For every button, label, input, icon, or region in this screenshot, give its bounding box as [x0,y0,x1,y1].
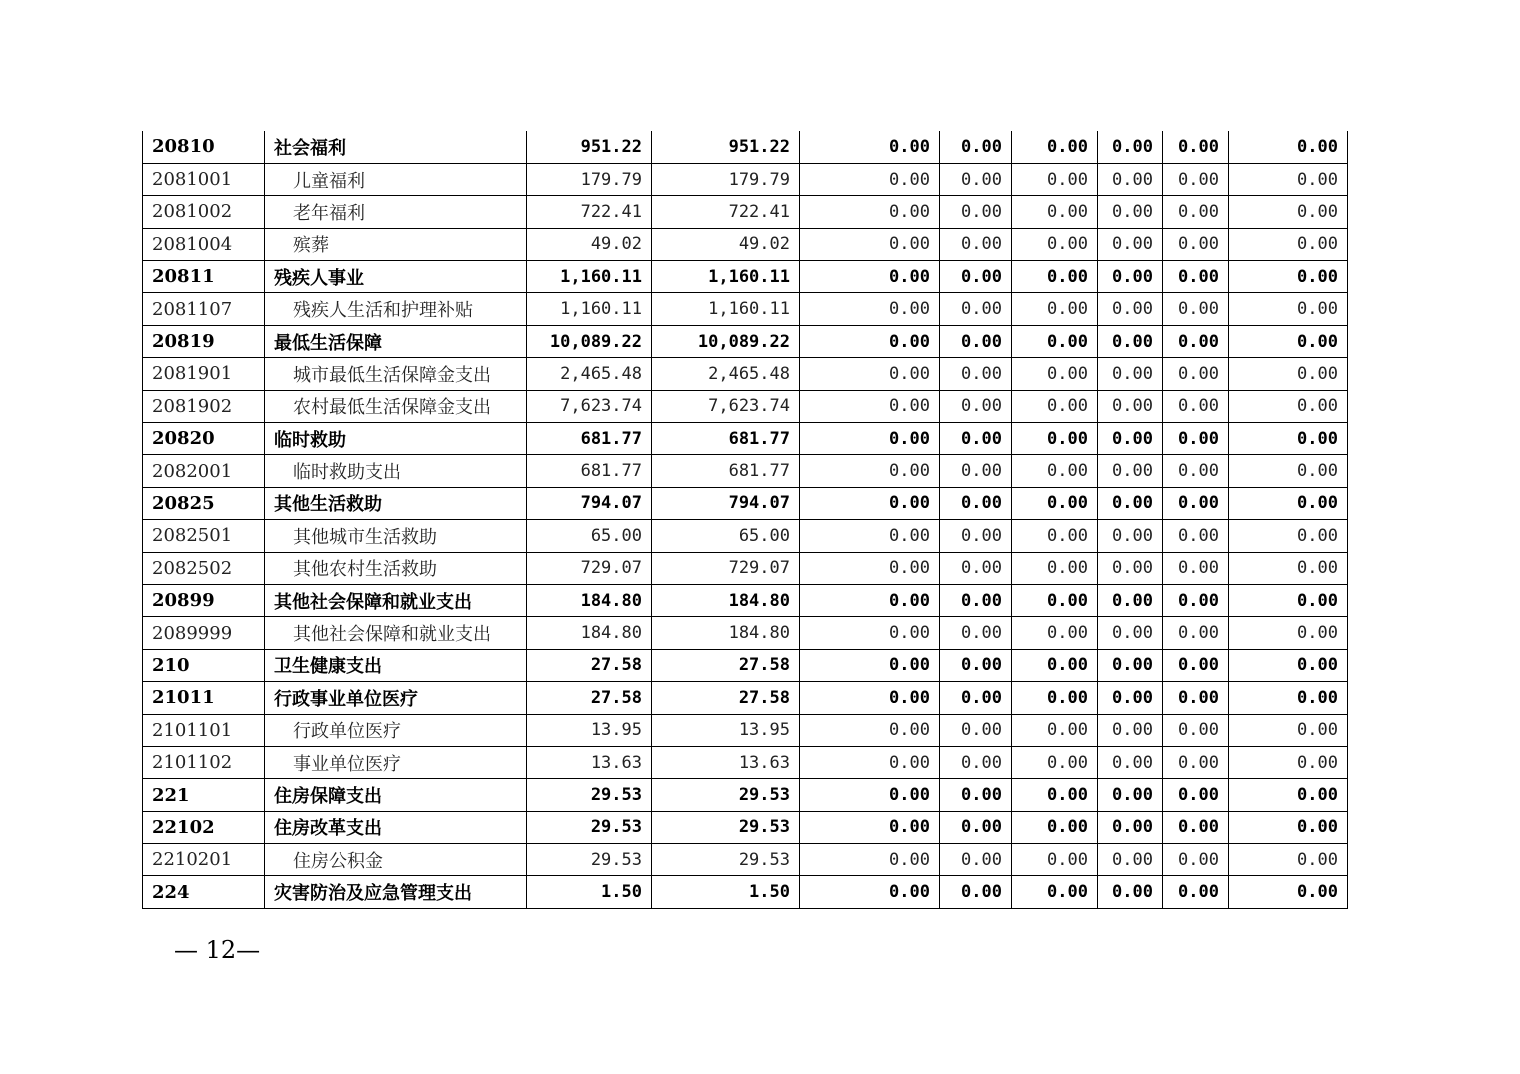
cell-value: 0.00 [1163,196,1229,228]
cell-value: 1.50 [527,876,652,908]
table-row [143,196,1348,228]
cell-code: 2082502 [143,552,265,584]
cell-value: 0.00 [1098,293,1163,325]
cell-value: 29.53 [652,779,800,811]
cell-value: 1,160.11 [652,293,800,325]
cell-value: 184.80 [652,584,800,616]
cell-value: 0.00 [1163,228,1229,260]
cell-name: 临时救助支出 [265,455,527,487]
cell-code: 224 [143,876,265,908]
cell-code: 20810 [143,131,265,163]
cell-name: 住房保障支出 [265,779,527,811]
cell-code: 2081902 [143,390,265,422]
cell-value: 0.00 [1012,584,1098,616]
cell-value: 29.53 [652,844,800,876]
cell-code: 21011 [143,682,265,714]
cell-code: 221 [143,779,265,811]
cell-value: 0.00 [1163,682,1229,714]
page-number: — 12— [174,936,261,964]
cell-value: 0.00 [1098,876,1163,908]
cell-name: 其他城市生活救助 [265,520,527,552]
cell-value: 0.00 [1229,649,1348,681]
cell-value: 0.00 [1229,746,1348,778]
cell-value: 0.00 [800,228,940,260]
cell-value: 0.00 [940,844,1012,876]
cell-value: 27.58 [527,682,652,714]
cell-value: 184.80 [527,617,652,649]
cell-name: 卫生健康支出 [265,649,527,681]
cell-value: 0.00 [1098,325,1163,357]
cell-value: 0.00 [800,196,940,228]
cell-value: 0.00 [1098,584,1163,616]
cell-code: 2081901 [143,358,265,390]
cell-value: 0.00 [800,552,940,584]
cell-name: 其他生活救助 [265,487,527,519]
cell-value: 13.95 [527,714,652,746]
cell-value: 0.00 [1163,584,1229,616]
cell-code: 2081004 [143,228,265,260]
cell-code: 210 [143,649,265,681]
table-row [143,714,1348,746]
cell-code: 2081002 [143,196,265,228]
cell-value: 0.00 [1229,487,1348,519]
cell-value: 0.00 [1012,844,1098,876]
cell-value: 0.00 [1098,811,1163,843]
cell-value: 0.00 [940,487,1012,519]
cell-value: 0.00 [1229,520,1348,552]
cell-value: 0.00 [940,682,1012,714]
cell-code: 20899 [143,584,265,616]
cell-value: 0.00 [1012,196,1098,228]
cell-value: 1,160.11 [527,261,652,293]
cell-value: 0.00 [1229,163,1348,195]
cell-value: 681.77 [652,455,800,487]
cell-value: 0.00 [800,261,940,293]
cell-name: 残疾人事业 [265,261,527,293]
cell-value: 0.00 [940,617,1012,649]
cell-value: 0.00 [1229,779,1348,811]
cell-value: 0.00 [1012,228,1098,260]
cell-code: 2101102 [143,746,265,778]
cell-value: 0.00 [1163,779,1229,811]
table-row [143,163,1348,195]
cell-value: 0.00 [1229,196,1348,228]
cell-value: 0.00 [1229,390,1348,422]
cell-value: 0.00 [940,358,1012,390]
cell-value: 0.00 [1229,261,1348,293]
cell-value: 0.00 [1163,844,1229,876]
table-row [143,325,1348,357]
cell-value: 0.00 [1163,811,1229,843]
cell-value: 0.00 [1098,520,1163,552]
cell-name: 残疾人生活和护理补贴 [265,293,527,325]
cell-value: 0.00 [1098,844,1163,876]
cell-value: 49.02 [652,228,800,260]
cell-value: 1.50 [652,876,800,908]
table-row [143,649,1348,681]
cell-value: 0.00 [1098,131,1163,163]
cell-value: 722.41 [652,196,800,228]
cell-code: 20820 [143,423,265,455]
cell-name: 住房改革支出 [265,811,527,843]
cell-value: 0.00 [1012,423,1098,455]
cell-value: 0.00 [800,682,940,714]
cell-value: 0.00 [1163,163,1229,195]
cell-value: 0.00 [1229,293,1348,325]
cell-value: 0.00 [1098,746,1163,778]
cell-value: 49.02 [527,228,652,260]
cell-value: 0.00 [1229,455,1348,487]
cell-value: 27.58 [527,649,652,681]
cell-value: 0.00 [1163,423,1229,455]
cell-value: 13.95 [652,714,800,746]
cell-value: 10,089.22 [527,325,652,357]
cell-value: 0.00 [1098,455,1163,487]
table-row [143,779,1348,811]
cell-value: 0.00 [1012,455,1098,487]
cell-value: 794.07 [652,487,800,519]
cell-value: 65.00 [527,520,652,552]
table-row [143,423,1348,455]
cell-value: 0.00 [1229,811,1348,843]
table-row [143,520,1348,552]
cell-value: 0.00 [940,131,1012,163]
cell-value: 951.22 [652,131,800,163]
cell-value: 29.53 [527,779,652,811]
cell-value: 0.00 [1012,520,1098,552]
table-row [143,390,1348,422]
cell-value: 0.00 [1163,714,1229,746]
cell-value: 0.00 [1098,163,1163,195]
table-row [143,131,1348,163]
cell-value: 0.00 [1163,390,1229,422]
table-row [143,682,1348,714]
cell-code: 2081001 [143,163,265,195]
cell-value: 0.00 [940,293,1012,325]
cell-value: 0.00 [1163,520,1229,552]
budget-table [142,131,1348,909]
cell-value: 29.53 [652,811,800,843]
cell-value: 0.00 [800,844,940,876]
cell-value: 65.00 [652,520,800,552]
cell-value: 0.00 [940,584,1012,616]
cell-value: 0.00 [1012,131,1098,163]
cell-name: 最低生活保障 [265,325,527,357]
cell-value: 13.63 [652,746,800,778]
table-row [143,455,1348,487]
cell-value: 794.07 [527,487,652,519]
cell-value: 0.00 [1163,358,1229,390]
cell-code: 2101101 [143,714,265,746]
cell-value: 0.00 [1012,358,1098,390]
cell-value: 0.00 [800,358,940,390]
cell-value: 681.77 [527,455,652,487]
cell-value: 0.00 [1098,714,1163,746]
cell-value: 0.00 [940,163,1012,195]
cell-value: 0.00 [800,163,940,195]
cell-value: 0.00 [940,649,1012,681]
cell-code: 20825 [143,487,265,519]
cell-value: 0.00 [1012,714,1098,746]
cell-value: 0.00 [1229,228,1348,260]
cell-value: 0.00 [940,876,1012,908]
cell-value: 0.00 [1229,617,1348,649]
table-row [143,228,1348,260]
cell-value: 184.80 [527,584,652,616]
cell-value: 29.53 [527,811,652,843]
cell-value: 0.00 [940,261,1012,293]
cell-value: 0.00 [800,811,940,843]
cell-value: 0.00 [1229,423,1348,455]
cell-value: 0.00 [1163,876,1229,908]
cell-name: 社会福利 [265,131,527,163]
table-row [143,261,1348,293]
cell-value: 0.00 [940,746,1012,778]
cell-value: 0.00 [800,423,940,455]
cell-value: 1,160.11 [652,261,800,293]
cell-value: 0.00 [1229,876,1348,908]
cell-value: 0.00 [800,746,940,778]
cell-value: 179.79 [652,163,800,195]
cell-value: 681.77 [652,423,800,455]
table-row [143,811,1348,843]
cell-name: 临时救助 [265,423,527,455]
cell-value: 0.00 [1098,552,1163,584]
cell-name: 住房公积金 [265,844,527,876]
cell-value: 0.00 [1098,487,1163,519]
cell-value: 0.00 [800,390,940,422]
cell-value: 0.00 [940,423,1012,455]
cell-value: 0.00 [940,520,1012,552]
cell-name: 老年福利 [265,196,527,228]
cell-value: 10,089.22 [652,325,800,357]
cell-value: 1,160.11 [527,293,652,325]
cell-value: 0.00 [800,487,940,519]
cell-value: 0.00 [1012,325,1098,357]
cell-value: 0.00 [1229,325,1348,357]
cell-value: 0.00 [1098,682,1163,714]
cell-value: 0.00 [1098,779,1163,811]
cell-value: 179.79 [527,163,652,195]
cell-value: 0.00 [1229,682,1348,714]
table-row [143,876,1348,908]
cell-value: 0.00 [1163,552,1229,584]
cell-value: 0.00 [1163,325,1229,357]
cell-value: 0.00 [1098,423,1163,455]
cell-value: 29.53 [527,844,652,876]
cell-value: 27.58 [652,649,800,681]
cell-value: 0.00 [1229,358,1348,390]
cell-value: 0.00 [1012,779,1098,811]
cell-value: 0.00 [940,196,1012,228]
cell-value: 7,623.74 [652,390,800,422]
cell-value: 0.00 [1163,455,1229,487]
cell-code: 20811 [143,261,265,293]
cell-value: 2,465.48 [527,358,652,390]
cell-value: 0.00 [1012,746,1098,778]
cell-value: 0.00 [800,779,940,811]
cell-value: 0.00 [940,325,1012,357]
cell-value: 0.00 [1012,876,1098,908]
cell-value: 0.00 [1012,649,1098,681]
cell-value: 722.41 [527,196,652,228]
cell-value: 0.00 [1098,649,1163,681]
cell-value: 0.00 [1012,487,1098,519]
cell-name: 灾害防治及应急管理支出 [265,876,527,908]
cell-value: 2,465.48 [652,358,800,390]
table-row [143,584,1348,616]
table-row [143,358,1348,390]
table-body [143,131,1348,908]
cell-value: 0.00 [940,390,1012,422]
table-row [143,617,1348,649]
cell-value: 0.00 [1229,844,1348,876]
cell-value: 0.00 [1163,293,1229,325]
cell-value: 7,623.74 [527,390,652,422]
cell-value: 0.00 [800,876,940,908]
cell-code: 20819 [143,325,265,357]
cell-value: 0.00 [1098,358,1163,390]
cell-code: 2082001 [143,455,265,487]
cell-value: 0.00 [1229,584,1348,616]
cell-value: 0.00 [1012,682,1098,714]
cell-value: 0.00 [1163,261,1229,293]
cell-value: 951.22 [527,131,652,163]
cell-code: 2081107 [143,293,265,325]
cell-value: 0.00 [800,325,940,357]
cell-value: 0.00 [940,455,1012,487]
cell-value: 0.00 [1163,746,1229,778]
table-row [143,746,1348,778]
cell-value: 0.00 [1229,131,1348,163]
cell-value: 0.00 [1163,131,1229,163]
cell-code: 22102 [143,811,265,843]
cell-value: 0.00 [800,131,940,163]
cell-value: 729.07 [527,552,652,584]
cell-value: 0.00 [1229,552,1348,584]
cell-code: 2082501 [143,520,265,552]
cell-value: 0.00 [940,714,1012,746]
cell-value: 0.00 [1012,811,1098,843]
cell-value: 13.63 [527,746,652,778]
cell-name: 事业单位医疗 [265,746,527,778]
cell-value: 0.00 [1098,261,1163,293]
cell-code: 2089999 [143,617,265,649]
cell-value: 0.00 [1229,714,1348,746]
cell-name: 农村最低生活保障金支出 [265,390,527,422]
cell-value: 0.00 [800,293,940,325]
cell-value: 27.58 [652,682,800,714]
cell-value: 0.00 [940,552,1012,584]
cell-value: 0.00 [1163,487,1229,519]
table-row [143,293,1348,325]
cell-value: 184.80 [652,617,800,649]
cell-name: 行政单位医疗 [265,714,527,746]
cell-name: 城市最低生活保障金支出 [265,358,527,390]
cell-value: 729.07 [652,552,800,584]
cell-value: 0.00 [1098,390,1163,422]
cell-value: 0.00 [800,584,940,616]
cell-value: 0.00 [800,714,940,746]
cell-name: 其他农村生活救助 [265,552,527,584]
cell-value: 0.00 [940,811,1012,843]
cell-value: 681.77 [527,423,652,455]
cell-value: 0.00 [800,455,940,487]
cell-value: 0.00 [1163,617,1229,649]
cell-value: 0.00 [1098,196,1163,228]
table-row [143,844,1348,876]
cell-value: 0.00 [1012,552,1098,584]
cell-name: 行政事业单位医疗 [265,682,527,714]
cell-value: 0.00 [940,779,1012,811]
cell-name: 殡葬 [265,228,527,260]
cell-value: 0.00 [800,520,940,552]
cell-value: 0.00 [1012,617,1098,649]
cell-code: 2210201 [143,844,265,876]
cell-value: 0.00 [1012,390,1098,422]
cell-name: 其他社会保障和就业支出 [265,617,527,649]
cell-value: 0.00 [1012,261,1098,293]
cell-value: 0.00 [1098,228,1163,260]
table-row [143,487,1348,519]
cell-value: 0.00 [1098,617,1163,649]
cell-value: 0.00 [800,617,940,649]
cell-value: 0.00 [800,649,940,681]
cell-name: 其他社会保障和就业支出 [265,584,527,616]
cell-value: 0.00 [1012,163,1098,195]
cell-name: 儿童福利 [265,163,527,195]
cell-value: 0.00 [940,228,1012,260]
table-row [143,552,1348,584]
cell-value: 0.00 [1012,293,1098,325]
cell-value: 0.00 [1163,649,1229,681]
